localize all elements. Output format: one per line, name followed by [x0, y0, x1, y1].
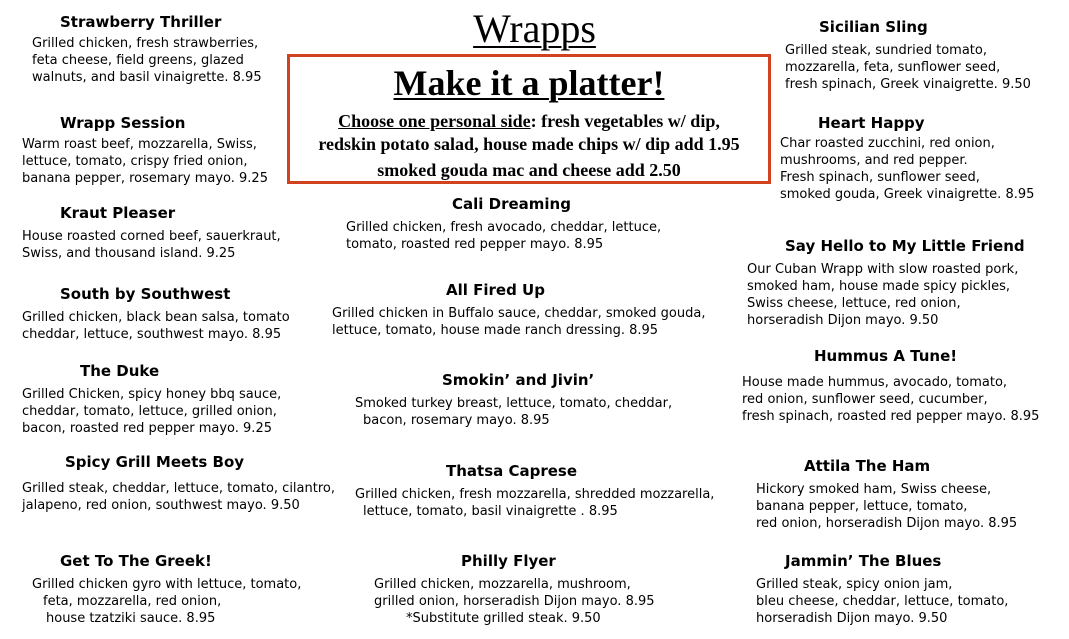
item-description: Grilled chicken, black bean salsa, tomato cheddar, lettuce, southwest mayo. 8.95 [22, 310, 290, 342]
menu-item-jammin-the-blues [756, 552, 1008, 627]
item-name: Get To The Greek! [60, 552, 212, 570]
item-description: Grilled chicken in Buffalo sauce, cheddar, smoked gouda, lettuce, tomato, house made ranch dressing. 8.95 [332, 306, 706, 338]
item-name: Sicilian Sling [819, 18, 928, 36]
platter-line-1-rest: : fresh vegetables w/ dip, [530, 111, 720, 131]
menu-item-all-fired-up [332, 281, 705, 339]
platter-line-3: smoked gouda mac and cheese add 2.50 [377, 160, 681, 180]
item-description: Smoked turkey breast, lettuce, tomato, cheddar, bacon, rosemary mayo. 8.95 [355, 396, 673, 428]
item-description: House roasted corned beef, sauerkraut, Swiss, and thousand island. 9.25 [22, 229, 281, 261]
menu-item-strawberry-thriller [32, 13, 262, 86]
item-name: Kraut Pleaser [60, 204, 176, 222]
menu-item-cali-dreaming [346, 195, 661, 253]
item-name: Cali Dreaming [452, 195, 571, 213]
menu-item-south-by-southwest [22, 285, 290, 343]
item-description: Our Cuban Wrapp with slow roasted pork, smoked ham, house made spicy pickles, Swiss cheese, lettuce, red onion, horseradish Dijon mayo. 9.50 [747, 262, 1019, 328]
item-name: Say Hello to My Little Friend [785, 237, 1025, 255]
item-name: Wrapp Session [60, 114, 186, 132]
item-description: Warm roast beef, mozzarella, Swiss, lettuce, tomato, crispy fried onion, banana pepper, rosemary mayo. 9.25 [22, 137, 268, 186]
menu-item-heart-happy [780, 114, 1034, 203]
platter-line-1 [290, 110, 768, 132]
menu-item-wrapp-session [22, 114, 268, 187]
platter-heading: Make it a platter! [393, 63, 665, 103]
menu-item-kraut-pleaser [22, 204, 281, 262]
item-name: Thatsa Caprese [446, 462, 578, 480]
platter-line-2: redskin potato salad, house made chips w/ dip add 1.95 [318, 134, 740, 154]
item-description: House made hummus, avocado, tomato, red onion, sunflower seed, cucumber, fresh spinach, roasted red pepper mayo. 8.95 [742, 375, 1040, 424]
item-description: Hickory smoked ham, Swiss cheese, banana pepper, lettuce, tomato, red onion, horseradish Dijon mayo. 8.95 [756, 482, 1018, 531]
item-description: Grilled steak, spicy onion jam, bleu cheese, cheddar, lettuce, tomato, horseradish Dijon mayo. 9.50 [756, 577, 1009, 626]
item-name: Strawberry Thriller [60, 13, 222, 31]
item-name: Jammin’ The Blues [785, 552, 942, 570]
item-description: Char roasted zucchini, red onion, mushrooms, and red pepper. Fresh spinach, sunflower seed, smoked gouda, Greek vinaigrette. 8.95 [780, 136, 1035, 202]
item-name: Philly Flyer [461, 552, 556, 570]
menu-item-sicilian-sling [785, 18, 1031, 93]
item-description: Grilled chicken, fresh mozzarella, shredded mozzarella, lettuce, tomato, basil vinaigrette . 8.95 [355, 487, 715, 519]
item-description: Grilled Chicken, spicy honey bbq sauce, cheddar, tomato, lettuce, grilled onion, bacon, roasted red pepper mayo. 9.25 [22, 387, 282, 436]
item-name: Heart Happy [818, 114, 925, 132]
menu-item-attila-the-ham [756, 457, 1017, 532]
item-name: Smokin’ and Jivin’ [442, 371, 595, 389]
item-description: Grilled chicken gyro with lettuce, tomato, feta, mozzarella, red onion, house tzatziki sauce. 8.95 [32, 577, 302, 626]
item-description: Grilled chicken, mozzarella, mushroom, grilled onion, horseradish Dijon mayo. 8.95 *Substitute grilled steak. 9.50 [374, 577, 655, 626]
menu-item-get-to-the-greek [32, 552, 301, 627]
platter-box [287, 54, 771, 184]
menu-item-say-hello-to-my-little-friend [747, 237, 1025, 329]
menu-item-hummus-a-tune [742, 347, 1039, 425]
page-title: Wrapps [473, 6, 596, 51]
item-name: South by Southwest [60, 285, 231, 303]
menu-item-the-duke [22, 362, 281, 437]
item-name: Attila The Ham [804, 457, 931, 475]
item-description: Grilled chicken, fresh avocado, cheddar, lettuce, tomato, roasted red pepper mayo. 8.95 [346, 220, 662, 252]
item-name: The Duke [80, 362, 160, 380]
item-description: Grilled steak, sundried tomato, mozzarella, feta, sunflower seed, fresh spinach, Greek vinaigrette. 9.50 [785, 43, 1031, 92]
menu-item-smokin-and-jivin [355, 371, 672, 429]
item-description: Grilled steak, cheddar, lettuce, tomato, cilantro, jalapeno, red onion, southwest mayo. 9.50 [22, 481, 335, 513]
menu-item-spicy-grill-meets-boy [22, 453, 335, 514]
item-name: All Fired Up [446, 281, 545, 299]
item-name: Hummus A Tune! [814, 347, 958, 365]
item-description: Grilled chicken, fresh strawberries, feta cheese, field greens, glazed walnuts, and basil vinaigrette. 8.95 [32, 36, 262, 85]
platter-choose-label: Choose one personal side [338, 111, 531, 131]
menu-item-philly-flyer [374, 552, 655, 627]
menu-item-thatsa-caprese [355, 462, 714, 520]
item-name: Spicy Grill Meets Boy [65, 453, 245, 471]
